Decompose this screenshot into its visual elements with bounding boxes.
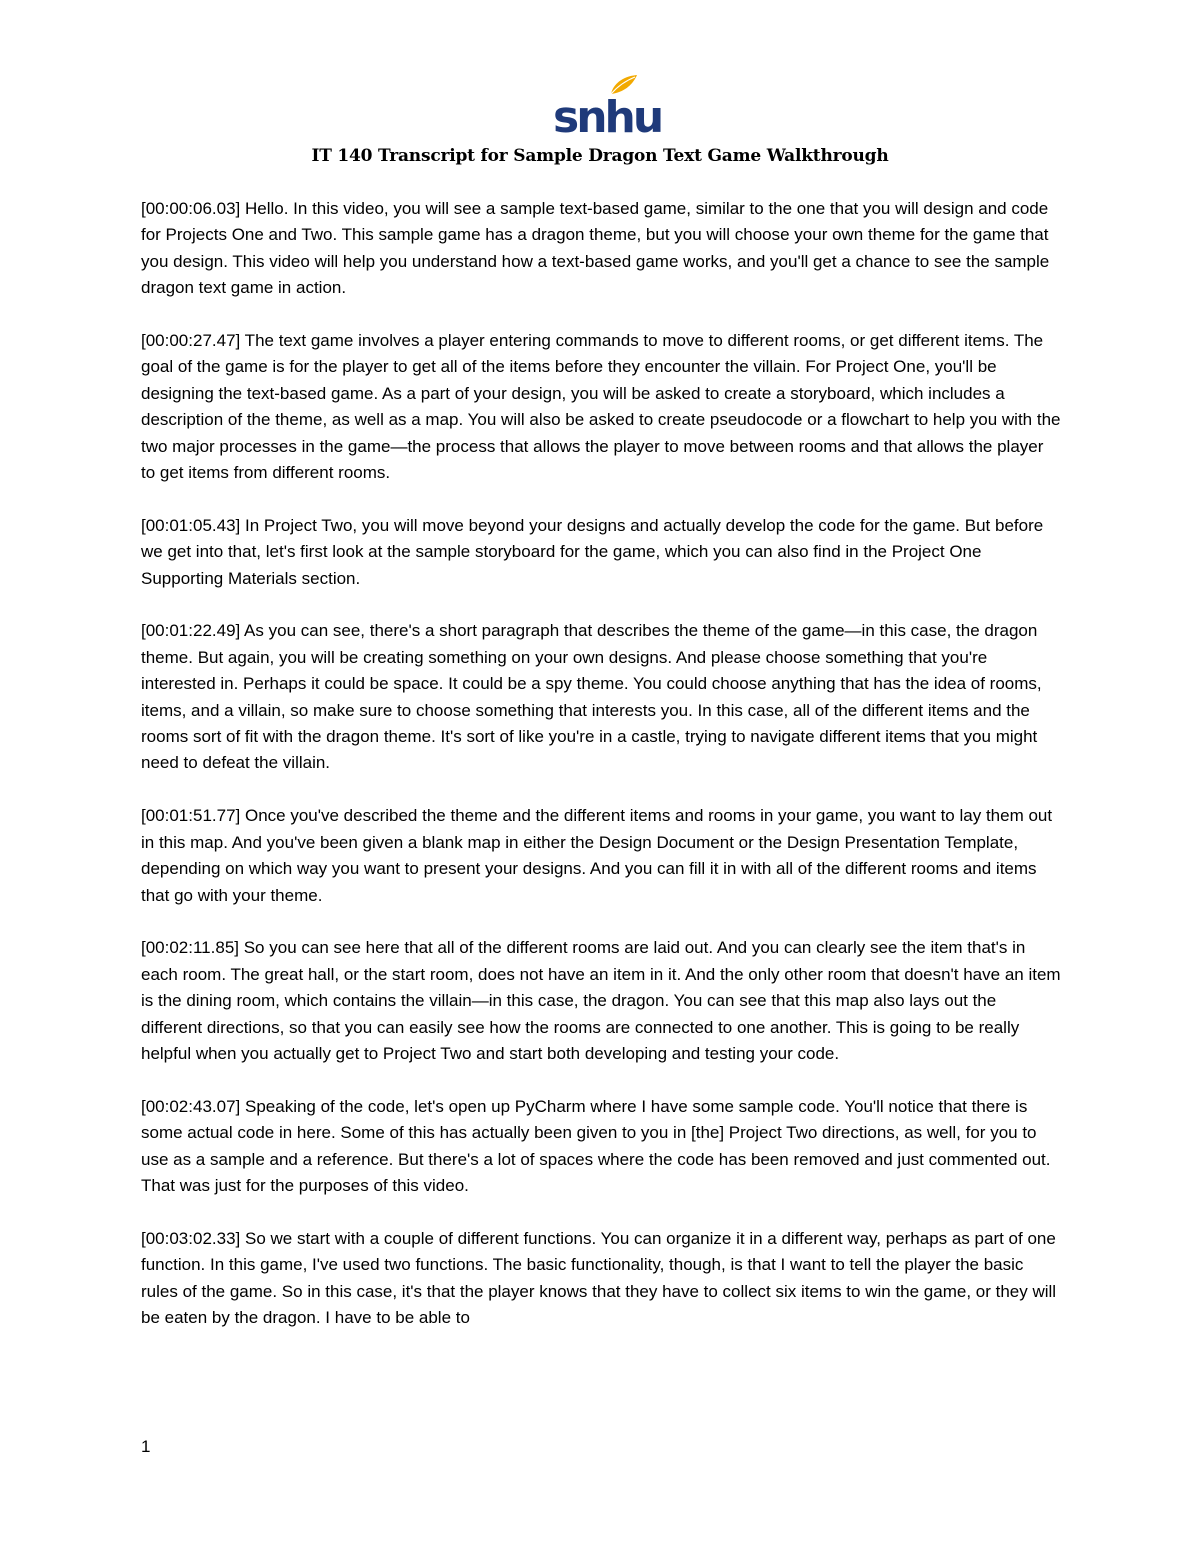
paragraph-text: Speaking of the code, let's open up PyCharm where I have some sample code. You'll notice that there is some actual code in here. Some of this has actually been given to you in [the] Project Two directions, as well, for you to use as a sample and a reference. But there's a lot of spaces where the code has been removed and just commented out. That was just for the purposes of this video.: [141, 1096, 1051, 1195]
transcript-paragraph: [141, 935, 1061, 1067]
paragraph-text: The text game involves a player entering commands to move to different rooms, or get different items. The goal of the game is for the player to get all of the items before they encounter the villain. For Project One, you'll be designing the text-based game. As a part of your design, you will be asked to create a storyboard, which includes a description of the theme, as well as a map. You will also be asked to create pseudocode or a flowchart to help you with the two major processes in the game—the process that allows the player to move between rooms and that allows the player to get items from different rooms.: [141, 331, 1061, 483]
paragraph-text: Once you've described the theme and the different items and rooms in your game, you want to lay them out in this map. And you've been given a blank map in either the Design Document or the Design Presentation Template, depending on which way you want to present your designs. And you can fill it in with all of the different rooms and items that go with your theme.: [141, 806, 1053, 905]
timestamp: [00:02:43.07]: [141, 1096, 241, 1116]
timestamp: [00:03:02.33]: [141, 1228, 241, 1248]
logo-wordmark: snhu: [553, 92, 662, 143]
timestamp: [00:02:11.85]: [141, 938, 239, 958]
transcript-paragraph: [141, 1226, 1061, 1332]
paragraph-text: Hello. In this video, you will see a sample text-based game, similar to the one that you will design and code for Projects One and Two. This sample game has a dragon theme, but you will choose your own theme for the game that you design. This video will help you understand how a text-based game works, and you'll get a chance to see the sample dragon text game in action.: [141, 199, 1050, 298]
timestamp: [00:01:51.77]: [141, 806, 241, 826]
timestamp: [00:00:06.03]: [141, 199, 241, 218]
transcript-paragraph: [141, 1094, 1061, 1200]
paragraph-text: In Project Two, you will move beyond your designs and actually develop the code for the game. But before we get into that, let's first look at the sample storyboard for the game, which you can also find in the Project One Supporting Materials section.: [141, 515, 1044, 588]
transcript-paragraph: [141, 618, 1061, 776]
paragraph-text: So you can see here that all of the different rooms are laid out. And you can clearly see the item that's in each room. The great hall, or the start room, does not have an item in it. And the only other room that doesn't have an item is the dining room, which contains the villain—in this case, the dragon. You can see that this map also lays out the different directions, so that you can easily see how the rooms are connected to one another. This is going to be really helpful when you actually get to Project Two and start both developing and testing your code.: [141, 938, 1061, 1063]
transcript-paragraph: [141, 196, 1061, 302]
paragraph-text: So we start with a couple of different functions. You can organize it in a different way, perhaps as part of one function. In this game, I've used two functions. The basic functionality, though, is that I want to tell the player the basic rules of the game. So in this case, it's that the player knows that they have to collect six items to win the game, or they will be eaten by the dragon. I have to be able to: [141, 1228, 1057, 1327]
timestamp: [00:01:05.43]: [141, 515, 241, 535]
timestamp: [00:00:27.47]: [141, 331, 241, 351]
snhu-logo: [551, 72, 662, 143]
document-title: IT 140 Transcript for Sample Dragon Text Game Walkthrough: [311, 146, 889, 166]
transcript-body: [141, 196, 1061, 1358]
timestamp: [00:01:22.49]: [141, 621, 241, 641]
page-number: 1: [141, 1437, 151, 1456]
paragraph-text: As you can see, there's a short paragraph that describes the theme of the game—in this case, the dragon theme. But again, you will be creating something on your own designs. And please choose something that you're interested in. Perhaps it could be space. It could be a spy theme. You could choose anything that has the idea of rooms, items, and a villain, so make sure to choose something that interests you. In this case, all of the different items and the rooms sort of fit with the dragon theme. It's sort of like you're in a castle, trying to navigate different items that you might need to defeat the villain.: [141, 621, 1042, 773]
transcript-paragraph: [141, 328, 1061, 486]
transcript-paragraph: [141, 513, 1061, 592]
transcript-paragraph: [141, 803, 1061, 909]
